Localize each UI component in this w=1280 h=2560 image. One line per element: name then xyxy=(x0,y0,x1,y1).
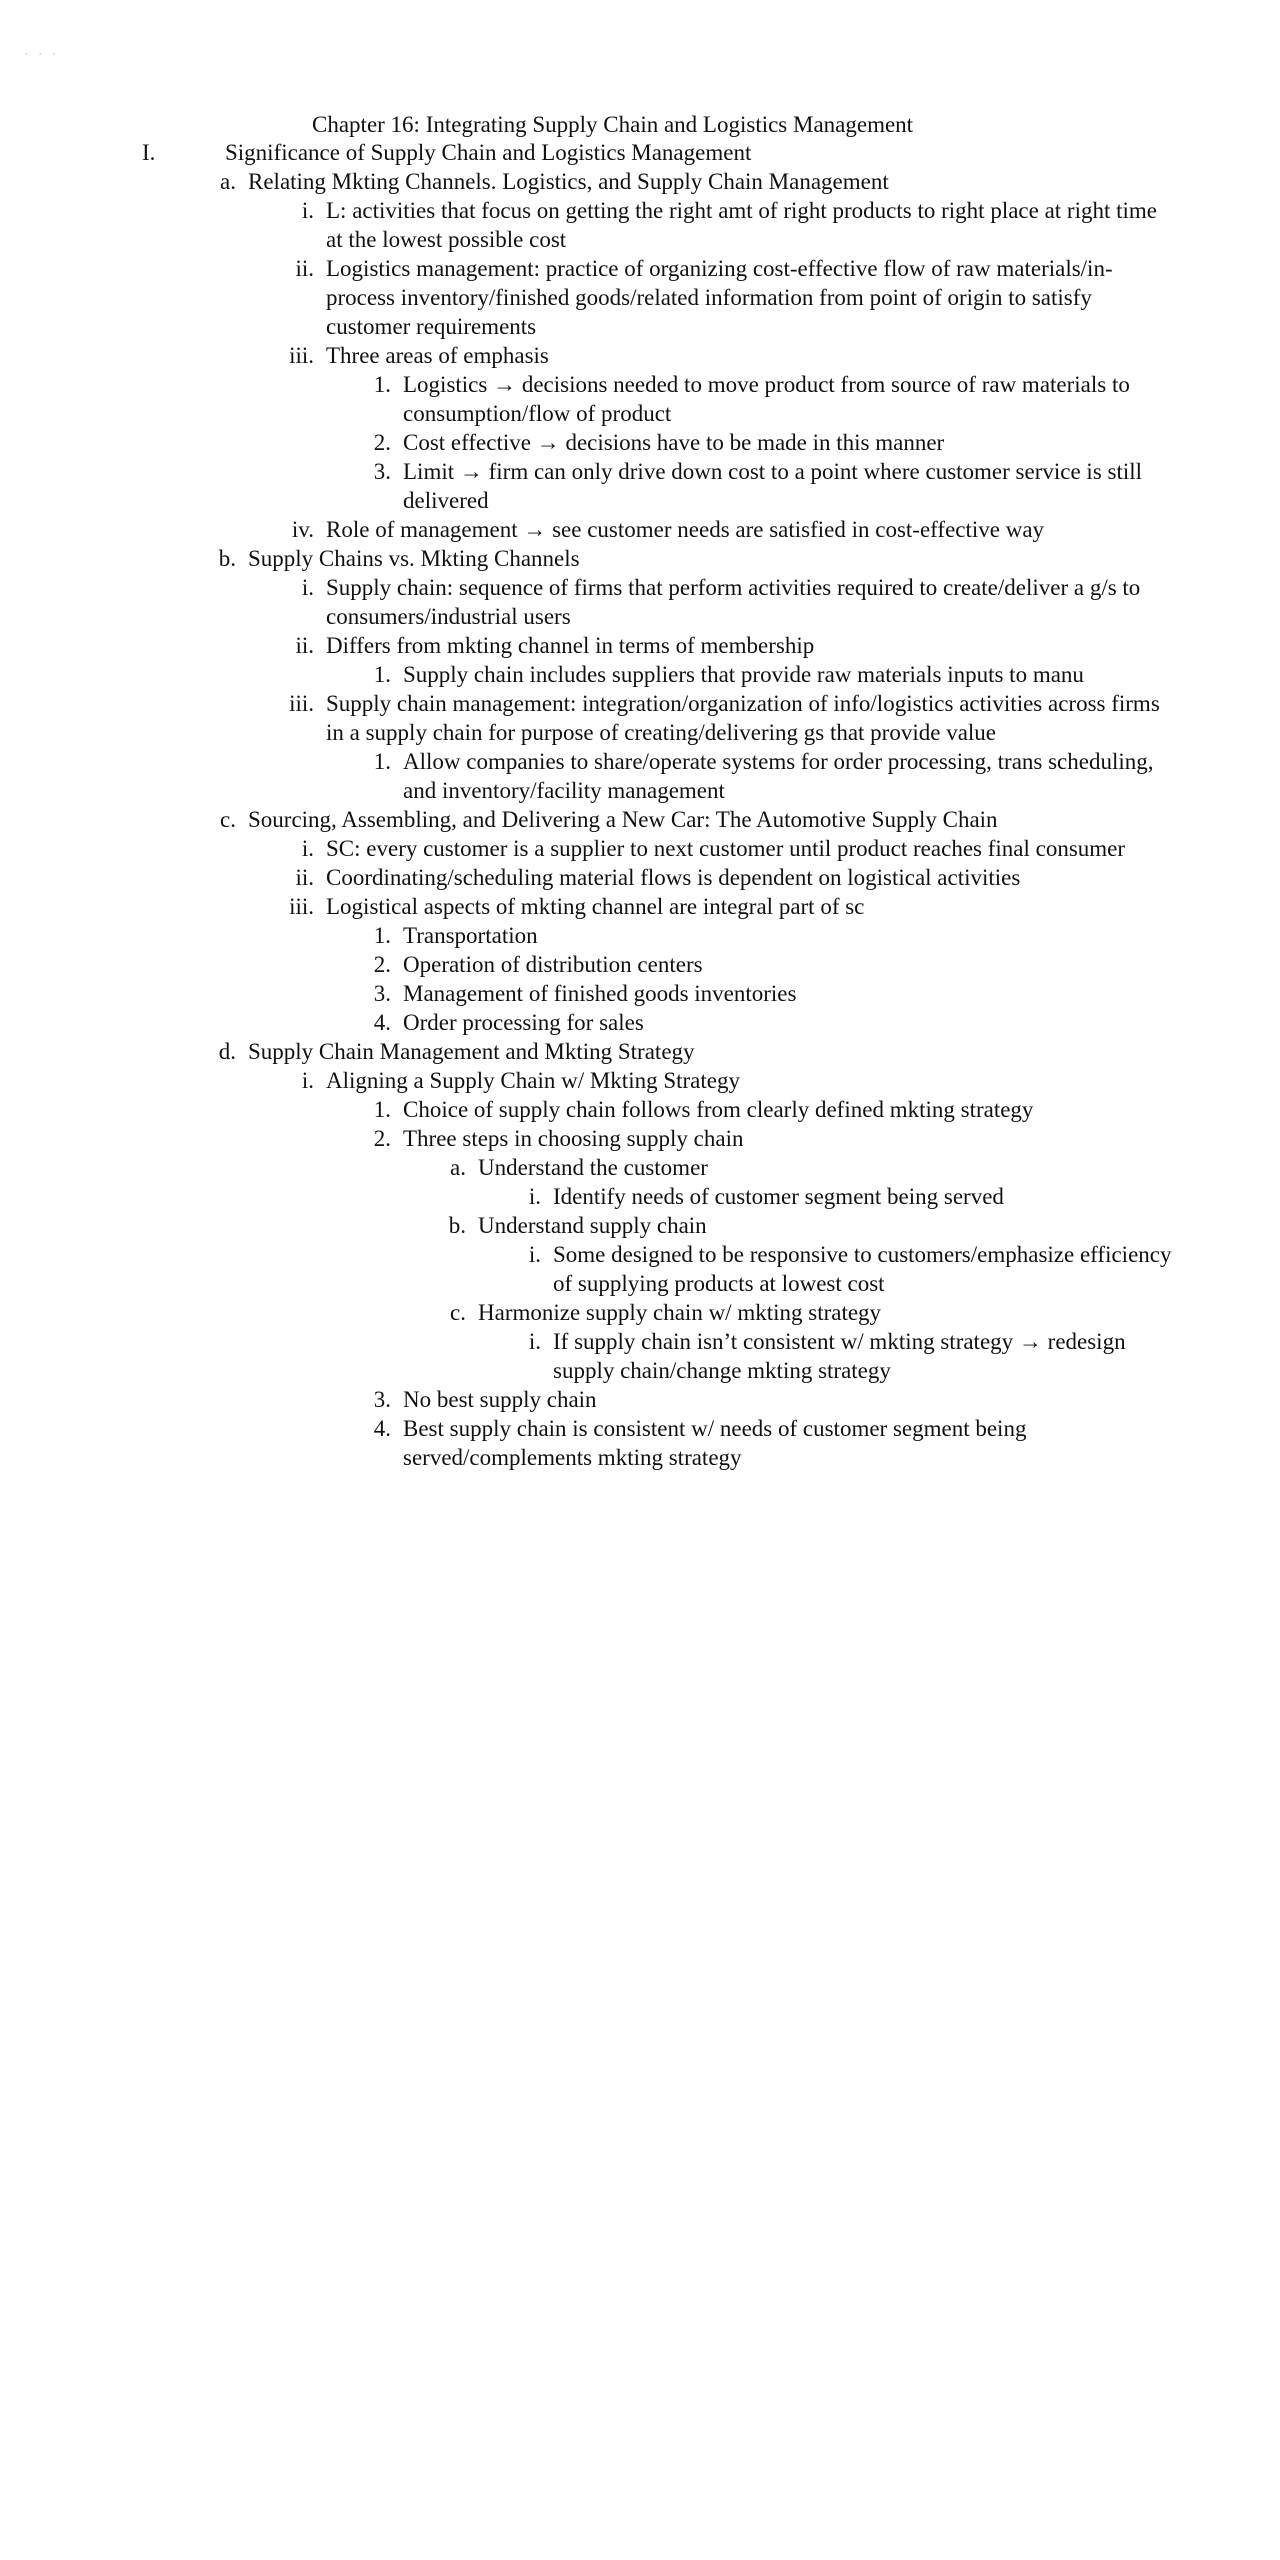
outline-text: No best supply chain xyxy=(403,1387,597,1412)
outline-text: Order processing for sales xyxy=(403,1010,644,1035)
outline-text: Operation of distribution centers xyxy=(403,952,703,977)
outline-item-level-3 xyxy=(0,1385,1280,1414)
outline-text: Relating Mkting Channels. Logistics, and Supply Chain Management xyxy=(248,169,889,194)
outline-marker: c. xyxy=(450,1300,466,1325)
outline-item-level-3 xyxy=(0,428,1280,457)
outline-text: Understand the customer xyxy=(478,1155,708,1180)
outline-text: Best supply chain is consistent w/ needs of customer segment being served/complements mkting strategy xyxy=(403,1416,1027,1470)
outline-item-level-2 xyxy=(0,863,1280,892)
outline-marker: c. xyxy=(220,807,236,832)
outline-marker: 1. xyxy=(373,372,391,397)
outline-marker: 3. xyxy=(373,981,391,1006)
scan-specks-decoration: · · · xyxy=(25,50,60,60)
outline-item-level-0 xyxy=(0,138,1280,167)
outline-text: Coordinating/scheduling material flows is dependent on logistical activities xyxy=(326,865,1021,890)
outline-text: Role of management → see customer needs are satisfied in cost-effective way xyxy=(326,517,1045,542)
outline-item-level-5 xyxy=(0,1327,1280,1385)
outline-item-level-2 xyxy=(0,631,1280,660)
outline-marker: i. xyxy=(301,575,314,600)
outline-marker: i. xyxy=(301,198,314,223)
outline-text: Three areas of emphasis xyxy=(326,343,549,368)
outline-marker: 4. xyxy=(373,1010,391,1035)
outline-text: Management of finished goods inventories xyxy=(403,981,797,1006)
outline-text: Supply Chain Management and Mkting Strategy xyxy=(248,1039,695,1064)
outline-item-level-2 xyxy=(0,573,1280,631)
outline-text: Sourcing, Assembling, and Delivering a New Car: The Automotive Supply Chain xyxy=(248,807,998,832)
outline-text: If supply chain isn’t consistent w/ mkting strategy → redesign supply chain/change mkting strategy xyxy=(553,1329,1126,1383)
outline-item-level-3 xyxy=(0,370,1280,428)
outline-marker: I. xyxy=(142,140,156,165)
outline-text: Transportation xyxy=(403,923,538,948)
outline-item-level-1 xyxy=(0,544,1280,573)
outline-marker: 2. xyxy=(373,430,391,455)
outline-marker: 4. xyxy=(373,1416,391,1441)
outline-marker: 3. xyxy=(373,1387,391,1412)
outline-item-level-5 xyxy=(0,1240,1280,1298)
outline-item-level-3 xyxy=(0,979,1280,1008)
outline-item-level-1 xyxy=(0,805,1280,834)
outline-marker: 1. xyxy=(373,662,391,687)
outline-marker: 1. xyxy=(373,923,391,948)
outline-marker: ii. xyxy=(295,865,314,890)
outline-text: Supply Chains vs. Mkting Channels xyxy=(248,546,580,571)
outline-text: Logistics → decisions needed to move product from source of raw materials to consumption/flow of product xyxy=(403,372,1130,426)
outline-item-level-3 xyxy=(0,1008,1280,1037)
outline-marker: 1. xyxy=(373,1097,391,1122)
outline-item-level-3 xyxy=(0,950,1280,979)
outline-item-level-1 xyxy=(0,167,1280,196)
outline-marker: d. xyxy=(218,1039,236,1064)
outline-marker: 2. xyxy=(373,1126,391,1151)
outline-text: Logistics management: practice of organizing cost-effective flow of raw materials/in-process inventory/finished goods/related information from point of origin to satisfy customer requirements xyxy=(326,256,1113,339)
outline-marker: ii. xyxy=(295,633,314,658)
outline-marker: b. xyxy=(448,1213,466,1238)
outline-marker: a. xyxy=(220,169,236,194)
outline-item-level-2 xyxy=(0,892,1280,921)
outline-item-level-4 xyxy=(0,1153,1280,1182)
outline-item-level-5 xyxy=(0,1182,1280,1211)
outline-item-level-3 xyxy=(0,1095,1280,1124)
outline-item-level-4 xyxy=(0,1298,1280,1327)
outline-text: Supply chain management: integration/organization of info/logistics activities across firms in a supply chain for purpose of creating/delivering gs that provide value xyxy=(326,691,1160,745)
outline-marker: b. xyxy=(218,546,236,571)
outline-marker: i. xyxy=(528,1329,541,1354)
outline-item-level-2 xyxy=(0,196,1280,254)
outline-text: Identify needs of customer segment being served xyxy=(553,1184,1004,1209)
outline-item-level-2 xyxy=(0,834,1280,863)
outline-text: SC: every customer is a supplier to next customer until product reaches final consumer xyxy=(326,836,1126,861)
outline-marker: 1. xyxy=(373,749,391,774)
outline-text: Logistical aspects of mkting channel are integral part of sc xyxy=(326,894,865,919)
outline-item-level-2 xyxy=(0,515,1280,544)
outline-marker: i. xyxy=(528,1242,541,1267)
outline-item-level-2 xyxy=(0,689,1280,747)
outline-text: Some designed to be responsive to customers/emphasize efficiency of supplying products at lowest cost xyxy=(553,1242,1172,1296)
outline-item-level-2 xyxy=(0,1066,1280,1095)
outline-item-level-3 xyxy=(0,457,1280,515)
document-title: Chapter 16: Integrating Supply Chain and Logistics Management xyxy=(312,112,914,137)
outline-marker: 2. xyxy=(373,952,391,977)
outline-marker: a. xyxy=(450,1155,466,1180)
outline-text: Significance of Supply Chain and Logistics Management xyxy=(225,140,752,165)
outline-item-level-3 xyxy=(0,747,1280,805)
outline-marker: iii. xyxy=(289,343,314,368)
outline-marker: iv. xyxy=(291,517,314,542)
outline-list xyxy=(0,138,1280,1472)
outline-item-level-3 xyxy=(0,1414,1280,1472)
outline-marker: i. xyxy=(301,836,314,861)
outline-item-level-1 xyxy=(0,1037,1280,1066)
outline-item-level-4 xyxy=(0,1211,1280,1240)
outline-text: L: activities that focus on getting the right amt of right products to right place at right time at the lowest possible cost xyxy=(326,198,1157,252)
outline-text: Choice of supply chain follows from clearly defined mkting strategy xyxy=(403,1097,1034,1122)
outline-marker: i. xyxy=(301,1068,314,1093)
outline-marker: iii. xyxy=(289,894,314,919)
outline-text: Allow companies to share/operate systems for order processing, trans scheduling, and inventory/facility management xyxy=(403,749,1154,803)
outline-text: Cost effective → decisions have to be made in this manner xyxy=(403,430,945,455)
outline-text: Aligning a Supply Chain w/ Mkting Strategy xyxy=(326,1068,740,1093)
outline-text: Understand supply chain xyxy=(478,1213,707,1238)
outline-marker: 3. xyxy=(373,459,391,484)
outline-item-level-3 xyxy=(0,660,1280,689)
outline-text: Differs from mkting channel in terms of membership xyxy=(326,633,815,658)
outline-text: Supply chain includes suppliers that provide raw materials inputs to manu xyxy=(403,662,1084,687)
outline-marker: iii. xyxy=(289,691,314,716)
outline-item-level-2 xyxy=(0,254,1280,341)
outline-text: Three steps in choosing supply chain xyxy=(403,1126,744,1151)
outline-item-level-3 xyxy=(0,921,1280,950)
outline-text: Limit → firm can only drive down cost to a point where customer service is still delivered xyxy=(403,459,1143,513)
outline-text: Harmonize supply chain w/ mkting strategy xyxy=(478,1300,882,1325)
outline-marker: ii. xyxy=(295,256,314,281)
outline-item-level-2 xyxy=(0,341,1280,370)
outline-marker: i. xyxy=(528,1184,541,1209)
outline-text: Supply chain: sequence of firms that perform activities required to create/deliver a g/s to consumers/industrial users xyxy=(326,575,1141,629)
outline-item-level-3 xyxy=(0,1124,1280,1153)
